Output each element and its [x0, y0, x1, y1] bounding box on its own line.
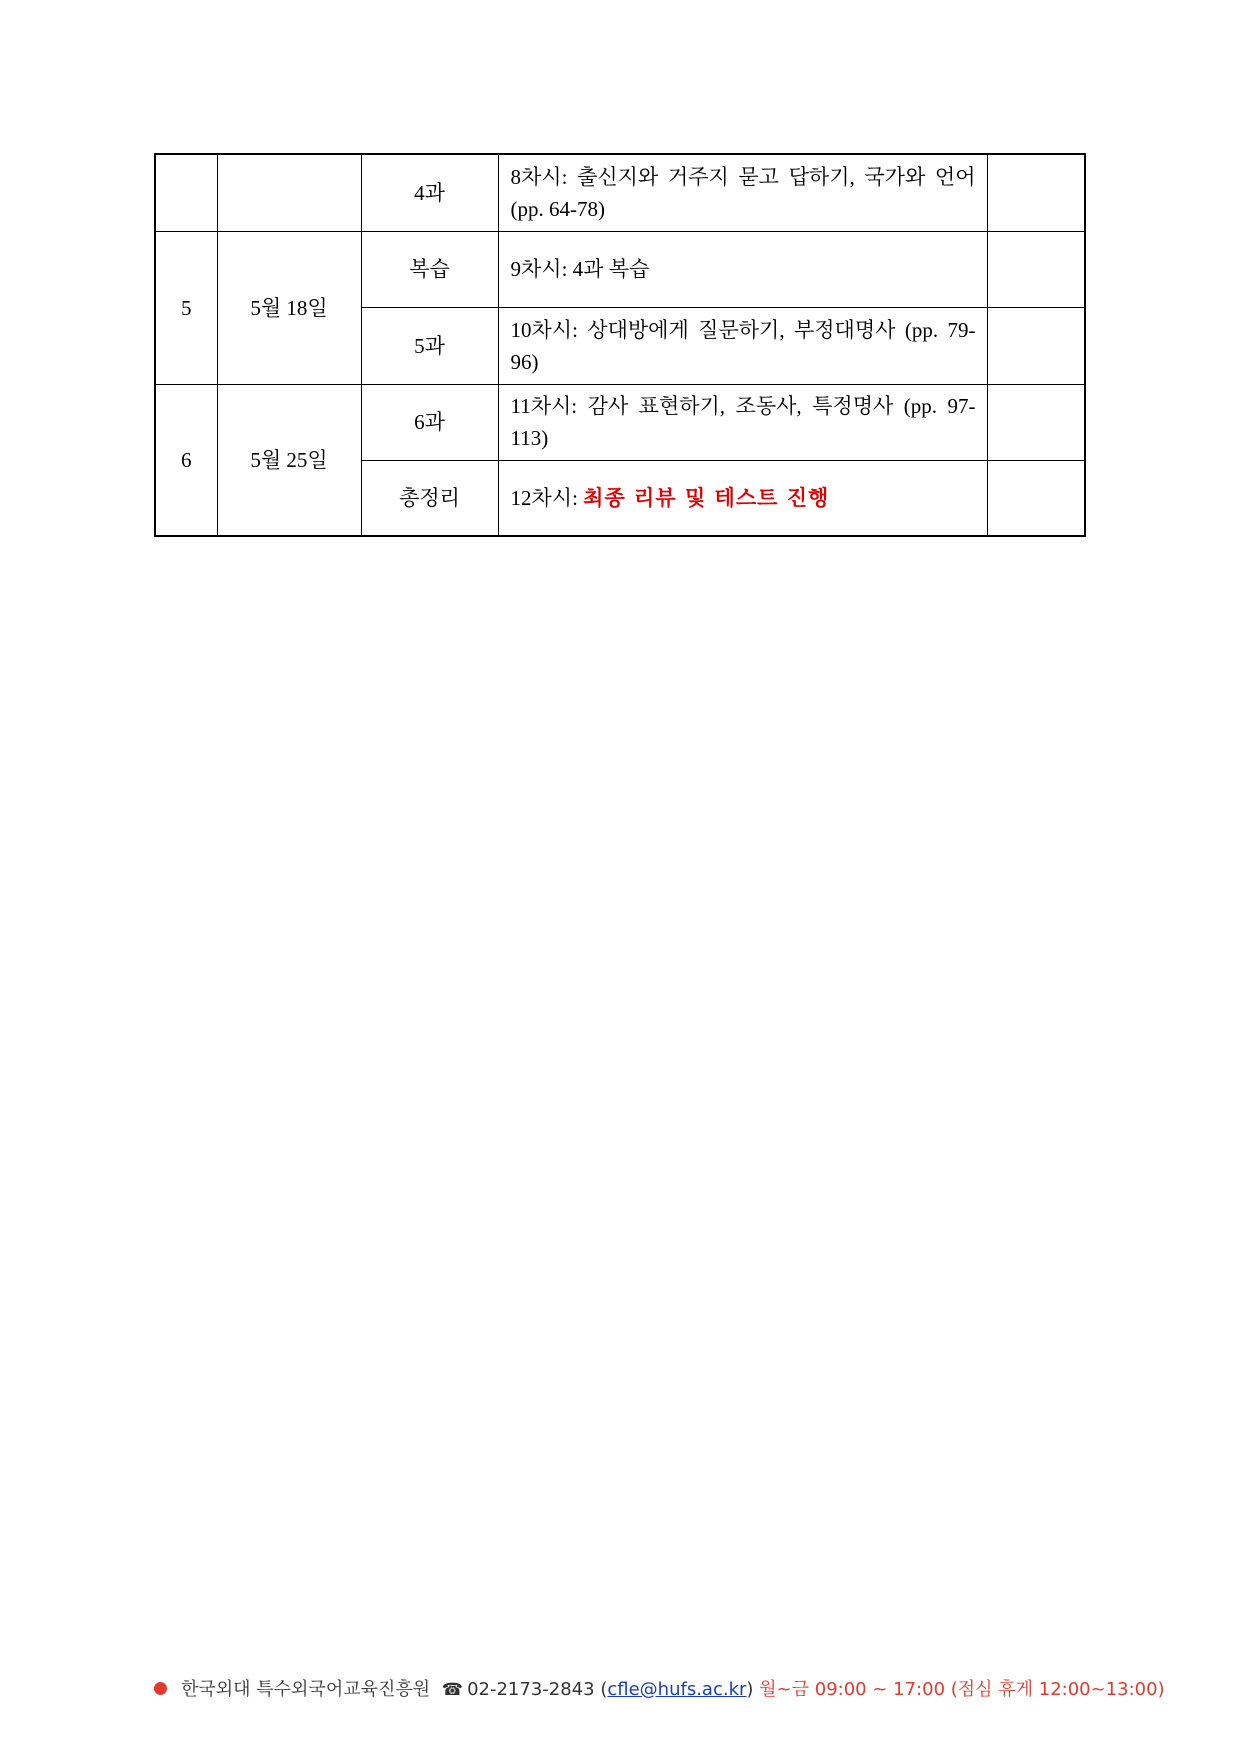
- note-cell: [987, 231, 1085, 307]
- week-cell: [155, 154, 217, 231]
- content-cell: 8차시: 출신지와 거주지 묻고 답하기, 국가와 언어 (pp. 64-78): [498, 154, 987, 231]
- date-cell: 5월 25일: [217, 384, 361, 536]
- note-cell: [987, 384, 1085, 460]
- content-cell: 10차시: 상대방에게 질문하기, 부정대명사 (pp. 79-96): [498, 307, 987, 384]
- week-cell: 5: [155, 231, 217, 384]
- date-cell: [217, 154, 361, 231]
- footer-phone: 02-2173-2843: [467, 1679, 595, 1700]
- date-cell: 5월 18일: [217, 231, 361, 384]
- red-dot-icon: [154, 1682, 167, 1695]
- footer-org: 한국외대 특수외국어교육진흥원: [181, 1679, 431, 1700]
- table-row: [155, 231, 1085, 307]
- week-cell: 6: [155, 384, 217, 536]
- content-cell: 9차시: 4과 복습: [498, 231, 987, 307]
- lesson-cell: 총정리: [361, 460, 498, 536]
- table-row: [155, 154, 1085, 231]
- phone-icon: ☎: [441, 1680, 464, 1700]
- note-cell: [987, 460, 1085, 536]
- content-cell: [498, 460, 987, 536]
- email-link[interactable]: cfle@hufs.ac.kr: [607, 1679, 747, 1700]
- email-paren-open: (: [600, 1679, 608, 1700]
- note-cell: [987, 307, 1085, 384]
- footer: [154, 1678, 1165, 1702]
- table-row: [155, 384, 1085, 460]
- office-hours: 월~금 09:00 ~ 17:00 (점심 휴게 12:00~13:00): [759, 1679, 1165, 1700]
- lesson-cell: 복습: [361, 231, 498, 307]
- lesson-cell: 4과: [361, 154, 498, 231]
- lesson-cell: 5과: [361, 307, 498, 384]
- highlighted-content: 최종 리뷰 및 테스트 진행: [583, 485, 830, 510]
- lesson-cell: 6과: [361, 384, 498, 460]
- schedule-table: [154, 153, 1086, 537]
- content-cell: 11차시: 감사 표현하기, 조동사, 특정명사 (pp. 97-113): [498, 384, 987, 460]
- email-paren-close: ): [746, 1679, 754, 1700]
- note-cell: [987, 154, 1085, 231]
- content-prefix: 12차시:: [510, 485, 584, 510]
